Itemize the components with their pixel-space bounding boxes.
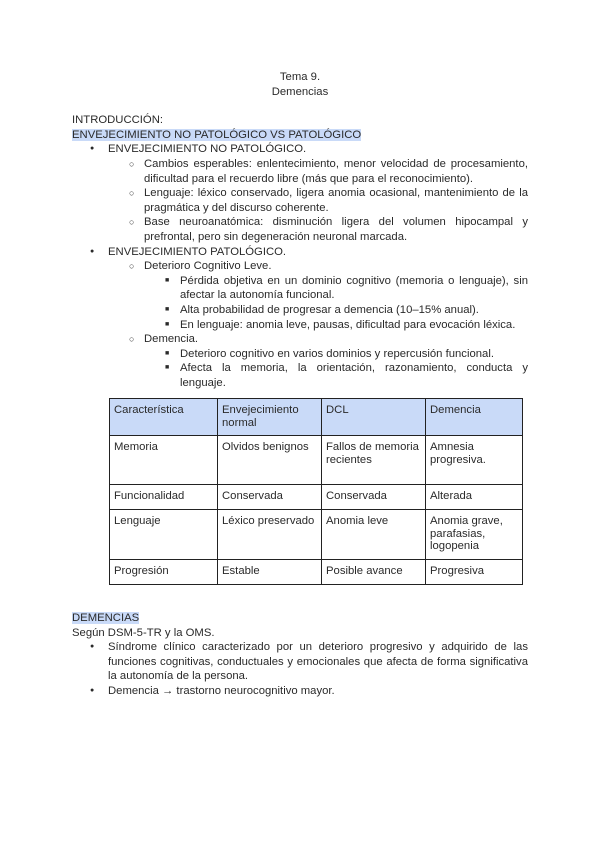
- table-header: Envejecimiento normal: [218, 399, 322, 436]
- table-row: [110, 485, 523, 510]
- pathological-sublist: [72, 259, 528, 274]
- table-cell: Estable: [218, 559, 322, 584]
- table-header: Característica: [110, 399, 218, 436]
- table-header: DCL: [322, 399, 426, 436]
- doc-subtitle: Demencias: [271, 85, 329, 98]
- section-heading-dementias: DEMENCIAS: [72, 611, 140, 624]
- list-item: ■ Alta probabilidad de progresar a demencia (10–15% anual).: [72, 303, 528, 318]
- list-item: ○ Cambios esperables: enlentecimiento, menor velocidad de procesamiento, dificultad para el recuerdo libre (más que para el reconocimiento).: [72, 157, 528, 186]
- table-cell: Anomia grave, parafasias, logopenia: [426, 510, 523, 560]
- normal-aging-sublist: [72, 157, 528, 245]
- list-item: ■ Pérdida objetiva en un dominio cognitivo (memoria o lenguaje), sin afectar la autonomía funcional.: [72, 274, 528, 303]
- table-row: [110, 436, 523, 485]
- dementia-sublist: [72, 347, 528, 391]
- list-item: [72, 245, 528, 260]
- section-heading-aging: ENVEJECIMIENTO NO PATOLÓGICO VS PATOLÓGICO: [72, 128, 362, 141]
- table-cell: Amnesia progresiva.: [426, 436, 523, 485]
- document-page: [72, 70, 528, 699]
- pathological-sublist-2: [72, 332, 528, 347]
- table-cell: Lenguaje: [110, 510, 218, 560]
- list-item: ○ Base neuroanatómica: disminución ligera del volumen hipocampal y prefrontal, pero sin degeneración neuronal marcada.: [72, 215, 528, 244]
- list-item: ● Demencia → trastorno neurocognitivo mayor.: [72, 684, 528, 699]
- aging-list: [72, 142, 528, 157]
- list-item: ■ Afecta la memoria, la orientación, razonamiento, conducta y lenguaje.: [72, 361, 528, 390]
- table-cell: Olvidos benignos: [218, 436, 322, 485]
- table-cell: Progresiva: [426, 559, 523, 584]
- table-cell: Posible avance: [322, 559, 426, 584]
- table-cell: Fallos de memoria recientes: [322, 436, 426, 485]
- table-cell: Conservada: [218, 485, 322, 510]
- list-item: [72, 142, 528, 157]
- table-header-row: [110, 399, 523, 436]
- intro-label: INTRODUCCIÓN:: [72, 114, 163, 127]
- table-cell: Conservada: [322, 485, 426, 510]
- list-item: ○ Deterioro Cognitivo Leve.: [72, 259, 528, 274]
- table-cell: Alterada: [426, 485, 523, 510]
- doc-title: Tema 9.: [279, 71, 321, 83]
- table-header: Demencia: [426, 399, 523, 436]
- list-item-label: ENVEJECIMIENTO PATOLÓGICO.: [108, 245, 287, 258]
- source-line: Según DSM-5-TR y la OMS.: [72, 626, 215, 639]
- table-row: [110, 559, 523, 584]
- dcl-sublist: [72, 274, 528, 332]
- table-cell: Memoria: [110, 436, 218, 485]
- comparison-table: [109, 398, 523, 585]
- list-item-label: ENVEJECIMIENTO NO PATOLÓGICO.: [108, 143, 307, 156]
- list-item: ○ Demencia.: [72, 332, 528, 347]
- table-cell: Funcionalidad: [110, 485, 218, 510]
- table-cell: Léxico preservado: [218, 510, 322, 560]
- list-item: ● Síndrome clínico caracterizado por un deterioro progresivo y adquirido de las funciones cognitivas, conductuales y emocionales que afecta de forma significativa la autonomía de la persona.: [72, 640, 528, 684]
- dementias-list: [72, 640, 528, 698]
- list-item: ■ En lenguaje: anomia leve, pausas, dificultad para evocación léxica.: [72, 318, 528, 333]
- aging-list-2: [72, 245, 528, 260]
- table-row: [110, 510, 523, 560]
- list-item: ○ Lenguaje: léxico conservado, ligera anomia ocasional, mantenimiento de la pragmática y del discurso coherente.: [72, 186, 528, 215]
- list-item: ■ Deterioro cognitivo en varios dominios y repercusión funcional.: [72, 347, 528, 362]
- table-cell: Anomia leve: [322, 510, 426, 560]
- table-cell: Progresión: [110, 559, 218, 584]
